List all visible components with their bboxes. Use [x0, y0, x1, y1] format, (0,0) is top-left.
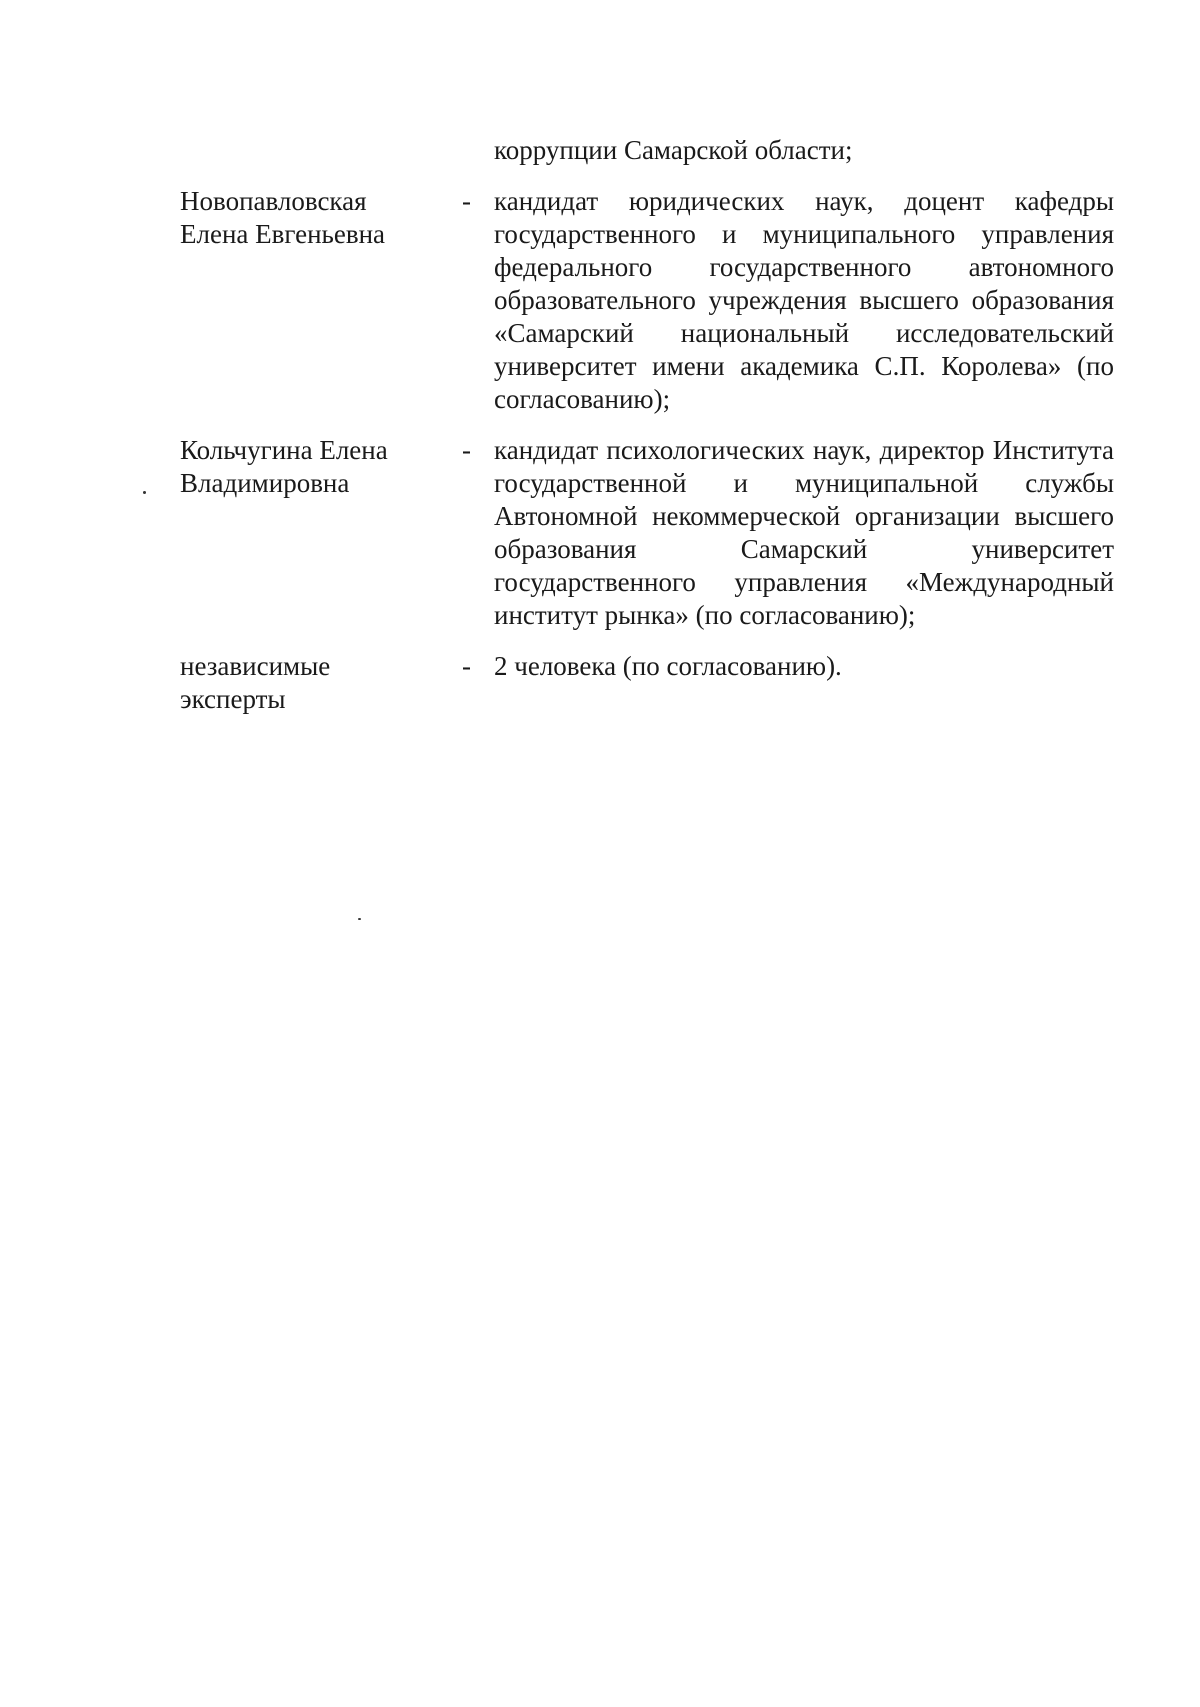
member-name-line: Кольчугина Елена: [180, 435, 388, 465]
member-name-line: эксперты: [180, 684, 286, 714]
member-name: [180, 434, 440, 500]
member-name-line: Владимировна: [180, 468, 350, 498]
entry-dash: -: [462, 651, 471, 681]
member-description: 2 человека (по согласованию).: [494, 651, 842, 681]
entry-dash: -: [462, 186, 471, 216]
member-name-line: Новопавловская: [180, 186, 367, 216]
member-name: [180, 650, 440, 716]
member-name-line: независимые: [180, 651, 331, 681]
member-name: [180, 185, 440, 251]
member-description: кандидат юридических наук, доцент кафедры государственного и муниципального управления федерального государственного автономного образовательного учреждения высшего образования «Самарский национальный исследовательский университет имени академика С.П. Королева» (по согласованию);: [494, 186, 1114, 414]
entry-dash: -: [462, 435, 471, 465]
member-description: кандидат психологических наук, директор Института государственной и муниципальной службы Автономной некоммерческой организации высшего образования Самарский университет государственного управления «Международный институт рынка» (по согласованию);: [494, 435, 1114, 630]
scan-speck: [358, 918, 361, 920]
member-name-line: Елена Евгеньевна: [180, 219, 386, 249]
scan-speck: [143, 491, 146, 494]
continuation-text: коррупции Самарской области;: [494, 135, 853, 165]
